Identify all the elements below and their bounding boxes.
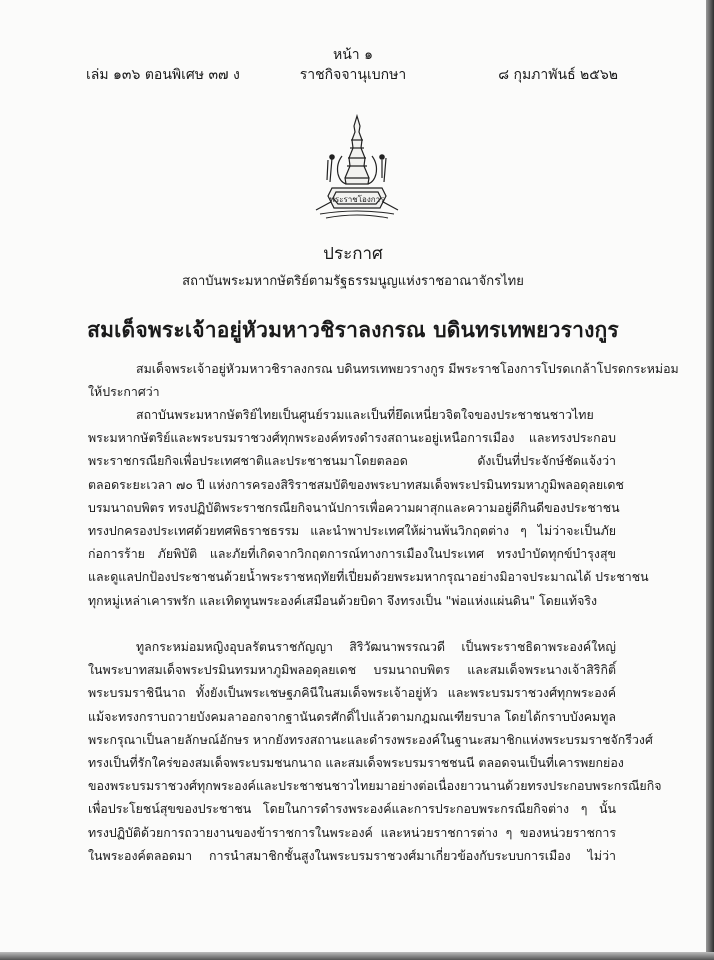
paragraph-line: ทรงปกครองประเทศด้วยทศพิธราชธรรม และนำพาประเทศให้ผ่านพ้นวิกฤตต่าง ๆ ไม่ว่าจะเป็นภัย — [88, 523, 616, 539]
paragraph-line: ก่อการร้าย ภัยพิบัติ และภัยที่เกิดจากวิกฤตการณ์ทางการเมืองในประเทศ ทรงบำบัดทุกข์บำรุงสุข — [88, 546, 616, 562]
paragraph-line: ในพระองค์ตลอดมา การนำสมาชิกชั้นสูงในพระบรมราชวงศ์มาเกี่ยวข้องกับระบบการเมือง ไม่ว่า — [88, 847, 616, 863]
paragraph-line: ของพระบรมราชวงศ์ทุกพระองค์และประชาชนชาวไทยมาอย่างต่อเนื่องยาวนานด้วยทรงประกอบพระกรณียกิจ — [88, 778, 662, 794]
paragraph-line: และดูแลปกป้องประชาชนด้วยน้ำพระราชหฤทัยที่เปี่ยมด้วยพระมหากรุณาอย่างมิอาจประมาณได้ ประชาชน — [88, 569, 649, 585]
paragraph-line: ทูลกระหม่อมหญิงอุบลรัตนราชกัญญา สิริวัฒนาพรรณวดี เป็นพระราชธิดาพระองค์ใหญ่ — [136, 639, 616, 654]
page-number: หน้า ๑ — [333, 47, 373, 63]
paragraph-line: บรมนาถบพิตร ทรงปฏิบัติพระราชกรณียกิจนานัปการเพื่อความผาสุกและความอยู่ดีกินดีของประชาชน — [88, 499, 620, 515]
royal-seal-emblem — [302, 112, 412, 228]
paragraph-line: สมเด็จพระเจ้าอยู่หัวมหาวชิราลงกรณ บดินทรเทพยวรางกูร มีพระราชโองการโปรดเกล้าโปรดกระหม่อม — [136, 361, 679, 376]
paragraph-line: พระกรุณาเป็นลายลักษณ์อักษร หากยังทรงสถานะและดำรงพระองค์ในฐานะสมาชิกแห่งพระบรมราชจักรีวงศ์ — [88, 731, 653, 747]
announcement-subtitle: สถาบันพระมหากษัตริย์ตามรัฐธรรมนูญแห่งราชอาณาจักรไทย — [182, 274, 524, 289]
paragraph-line: เพื่อประโยชน์สุขของประชาชน โดยในการดำรงพระองค์และการประกอบพระกรณียกิจต่าง ๆ นั้น — [88, 801, 616, 817]
paragraph-line: ทรงเป็นที่รักใคร่ของสมเด็จพระบรมชนกนาถ และสมเด็จพระบรมราชชนนี ตลอดจนเป็นที่เคารพยกย่อง — [88, 755, 624, 771]
paragraph-line: ทุกหมู่เหล่าเคารพรัก และเทิดทูนพระองค์เสมือนด้วยบิดา จึงทรงเป็น "พ่อแห่งแผ่นดิน" โดยแท้จริง — [88, 592, 598, 608]
paragraph-line: ให้ประกาศว่า — [88, 384, 160, 400]
scan-edge-right — [706, 0, 714, 960]
gazette-name: ราชกิจจานุเบกษา — [299, 67, 407, 83]
scan-edge-bottom — [0, 952, 714, 960]
paragraph-2 — [88, 403, 649, 612]
announcement-title: ประกาศ — [323, 244, 383, 264]
king-name-heading: สมเด็จพระเจ้าอยู่หัวมหาวชิราลงกรณ บดินทรเทพยวรางกูร — [87, 317, 619, 342]
paragraph-line: ทรงปฏิบัติด้วยการถวายงานของข้าราชการในพระองค์ และหน่วยราชการต่าง ๆ ของหน่วยราชการ — [88, 824, 616, 840]
paragraph-line: ตลอดระยะเวลา ๗๐ ปี แห่งการครองสิริราชสมบัติของพระบาทสมเด็จพระปรมินทรมหาภูมิพลอดุลยเดช — [88, 476, 624, 492]
paragraph-line: พระบรมราชินีนาถ ทั้งยังเป็นพระเชษฐภคินีในสมเด็จพระเจ้าอยู่หัว และพระบรมราชวงศ์ทุกพระองค์ — [88, 685, 616, 701]
paragraph-line: แม้จะทรงกราบถวายบังคมลาออกจากฐานันดรศักดิ์ไปแล้วตามกฎมณเฑียรบาล โดยได้กราบบังคมทูล — [88, 708, 616, 724]
publication-date: ๘ กุมภาพันธ์ ๒๕๖๒ — [498, 67, 618, 83]
emblem-label: พระราชโองการ — [329, 195, 385, 204]
paragraph-1 — [88, 357, 679, 403]
paragraph-line: พระมหากษัตริย์และพระบรมราชวงศ์ทุกพระองค์ทรงดำรงสถานะอยู่เหนือการเมือง และทรงประกอบ — [88, 430, 616, 446]
paragraph-3 — [88, 635, 662, 867]
paragraph-line: พระราชกรณียกิจเพื่อประเทศชาติและประชาชนมาโดยตลอด ดังเป็นที่ประจักษ์ชัดแจ้งว่า — [88, 453, 616, 469]
paragraph-line: ในพระบาทสมเด็จพระปรมินทรมหาภูมิพลอดุลยเดช บรมนาถบพิตร และสมเด็จพระนางเจ้าสิริกิติ์ — [88, 662, 616, 678]
paragraph-line: สถาบันพระมหากษัตริย์ไทยเป็นศูนย์รวมและเป็นที่ยึดเหนี่ยวจิตใจของประชาชนชาวไทย — [136, 407, 594, 422]
volume-info: เล่ม ๑๓๖ ตอนพิเศษ ๓๗ ง — [86, 67, 240, 83]
